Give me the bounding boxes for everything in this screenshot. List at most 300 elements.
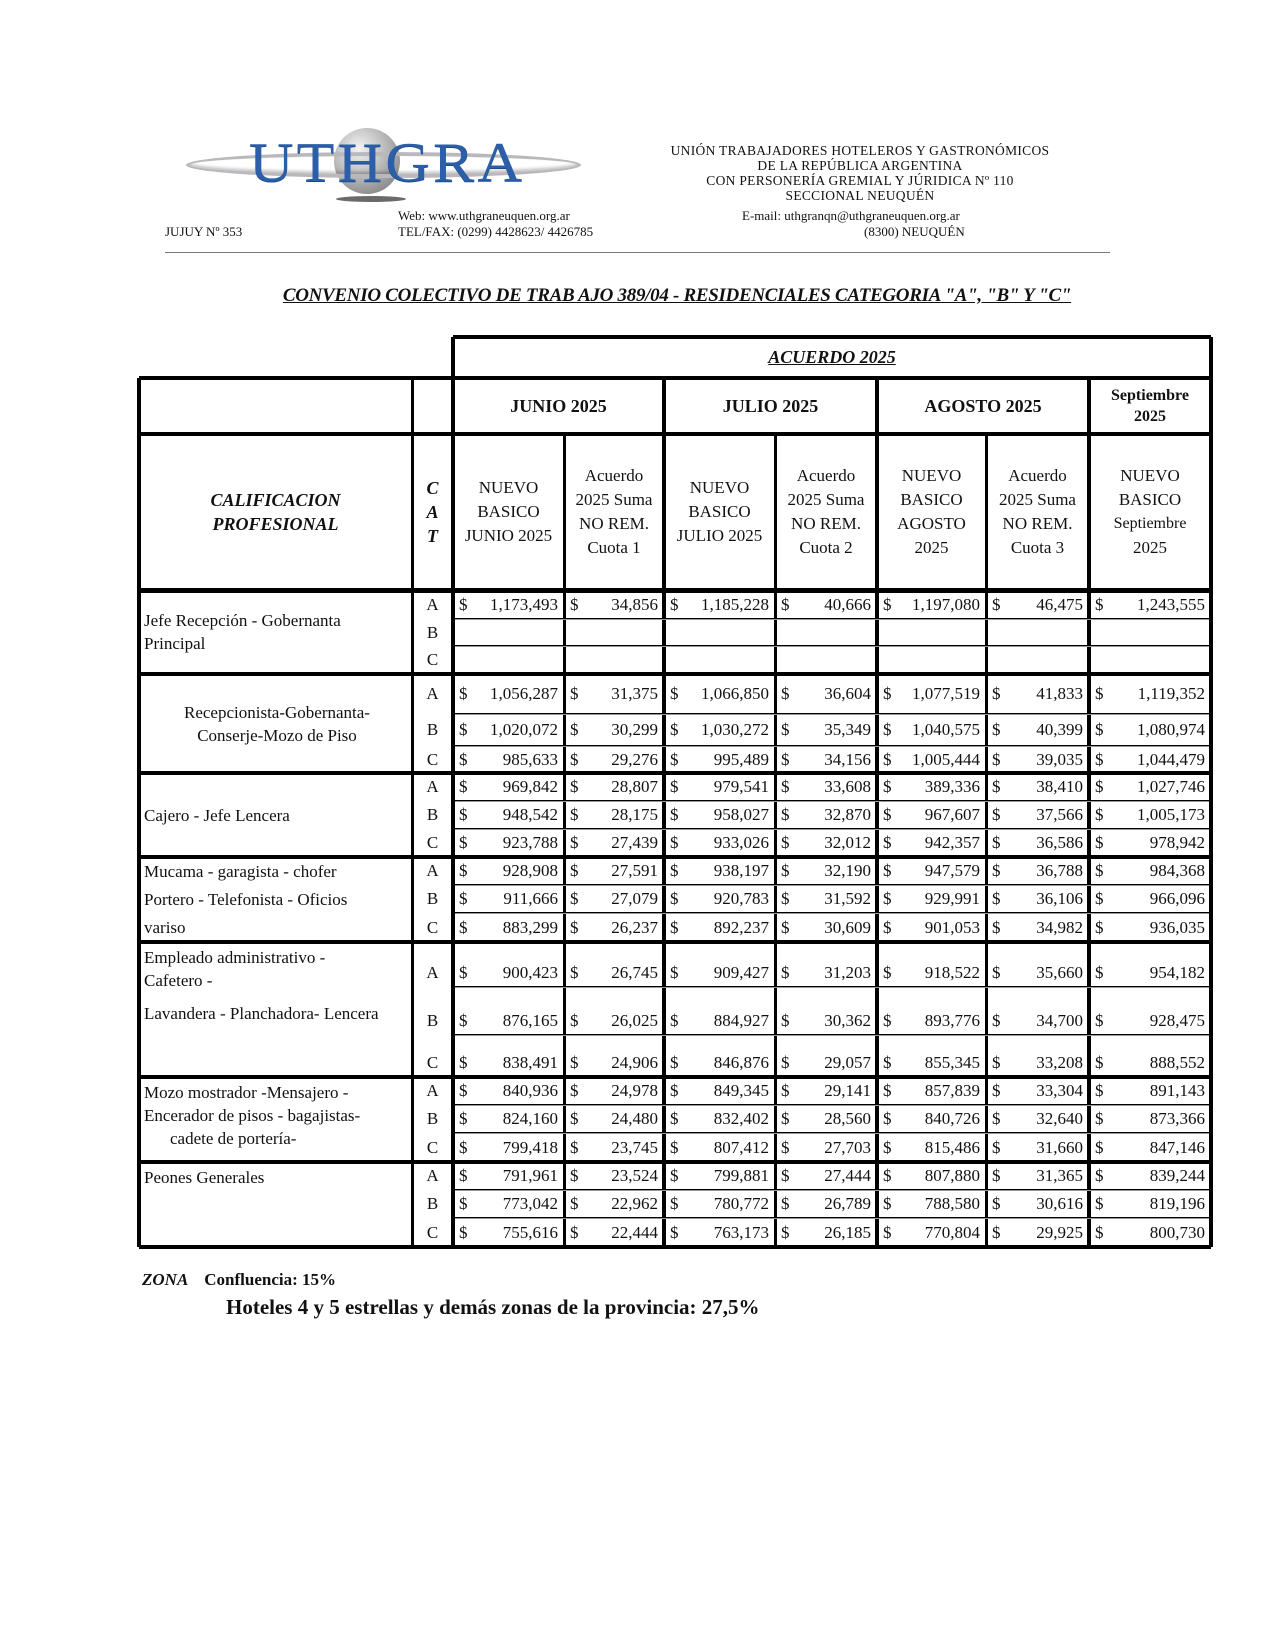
salary-cell: [986, 1218, 1089, 1247]
amount: 948,542: [502, 805, 558, 824]
salary-cell: [1089, 1035, 1211, 1077]
salary-cell: [877, 714, 986, 746]
amount: 1,197,080: [912, 594, 980, 614]
category-letter: B: [426, 889, 439, 908]
amount: 1,027,746: [1137, 777, 1205, 796]
amount: 969,842: [502, 777, 558, 796]
currency-symbol: $: [781, 1109, 790, 1128]
amount: 933,026: [713, 833, 769, 852]
salary-cell: [986, 1077, 1089, 1105]
salary-cell: [664, 987, 775, 1035]
salary-cell: [775, 857, 877, 885]
amount: 873,366: [1149, 1109, 1205, 1128]
salary-cell: [564, 590, 664, 619]
salary-cell: [664, 1218, 775, 1247]
email: E-mail: uthgranqn@uthgraneuquen.org.ar: [742, 208, 960, 223]
salary-cell: [564, 773, 664, 801]
currency-symbol: $: [781, 889, 790, 908]
currency-symbol: $: [459, 861, 468, 880]
amount: 788,580: [924, 1194, 980, 1213]
salary-cell: [877, 1035, 986, 1077]
amount: 34,156: [824, 749, 871, 769]
salary-cell: [1089, 773, 1211, 801]
hoteles-rate-note: Hoteles 4 y 5 estrellas y demás zonas de la provincia: 27,5%: [226, 1295, 760, 1319]
currency-symbol: $: [781, 917, 790, 937]
currency-symbol: $: [459, 594, 468, 614]
currency-symbol: $: [883, 1137, 892, 1157]
postal-code-city: (8300) NEUQUÉN: [864, 224, 965, 239]
amount: 755,616: [502, 1222, 558, 1242]
header-text: 2025 Suma: [787, 490, 865, 509]
amount: 911,666: [503, 889, 558, 908]
header-text: NUEVO: [689, 478, 750, 497]
salary-cell: [877, 942, 986, 987]
currency-symbol: $: [992, 749, 1001, 769]
currency-symbol: $: [670, 1194, 679, 1213]
currency-symbol: $: [992, 1222, 1001, 1242]
currency-symbol: $: [781, 594, 790, 614]
salary-cell: [775, 885, 877, 913]
salary-cell: [1089, 942, 1211, 987]
currency-symbol: $: [459, 917, 468, 937]
amount: 31,365: [1036, 1166, 1083, 1185]
amount: 1,056,287: [490, 684, 558, 703]
salary-cell: [453, 1035, 564, 1077]
amount: 923,788: [502, 833, 558, 852]
currency-symbol: $: [570, 1137, 579, 1157]
amount: 846,876: [713, 1053, 769, 1072]
currency-symbol: $: [670, 1081, 679, 1100]
currency-symbol: $: [992, 861, 1001, 880]
salary-cell: [1089, 801, 1211, 829]
amount: 36,586: [1036, 833, 1083, 852]
uthgra-logo: [186, 126, 581, 202]
amount: 954,182: [1149, 963, 1205, 982]
salary-cell: [775, 829, 877, 857]
currency-symbol: $: [570, 805, 579, 824]
currency-symbol: $: [1095, 861, 1104, 880]
salary-cell: [1089, 590, 1211, 619]
currency-symbol: $: [992, 889, 1001, 908]
currency-symbol: $: [459, 1053, 468, 1072]
currency-symbol: $: [1095, 1109, 1104, 1128]
amount: 763,173: [713, 1222, 769, 1242]
acuerdo-header: ACUERDO 2025: [768, 347, 896, 367]
salary-cell: [986, 1190, 1089, 1218]
amount: 26,185: [824, 1222, 871, 1242]
salary-cell: [453, 619, 564, 646]
job-category-line: Peones Generales: [144, 1168, 265, 1187]
currency-symbol: $: [781, 684, 790, 703]
amount: 807,412: [713, 1137, 769, 1157]
amount: 31,592: [824, 889, 871, 908]
salary-cell: [664, 1105, 775, 1133]
amount: 36,604: [824, 684, 871, 703]
currency-symbol: $: [883, 1194, 892, 1213]
currency-symbol: $: [883, 833, 892, 852]
salary-cell: [564, 1105, 664, 1133]
amount: 780,772: [713, 1194, 769, 1213]
currency-symbol: $: [570, 1081, 579, 1100]
job-category-line: Mucama - garagista - chofer: [144, 861, 337, 881]
currency-symbol: $: [781, 1166, 790, 1185]
amount: 27,439: [611, 833, 658, 852]
amount: 938,197: [713, 861, 769, 880]
header-text: Cuota 3: [1010, 538, 1065, 557]
amount: 24,978: [611, 1081, 658, 1100]
job-category-line: Conserje-Mozo de Piso: [197, 725, 357, 745]
salary-cell: [775, 619, 877, 646]
amount: 920,783: [713, 889, 769, 908]
currency-symbol: $: [459, 749, 468, 769]
currency-symbol: $: [670, 1053, 679, 1072]
currency-symbol: $: [1095, 1081, 1104, 1100]
currency-symbol: $: [459, 1166, 468, 1185]
currency-symbol: $: [883, 889, 892, 908]
salary-cell: [775, 942, 877, 987]
currency-symbol: $: [570, 1011, 579, 1030]
salary-cell: [877, 773, 986, 801]
amount: 839,244: [1149, 1166, 1205, 1185]
cat-header: [412, 434, 453, 590]
salary-cell: [986, 942, 1089, 987]
salary-cell: [877, 646, 986, 674]
amount: 26,745: [611, 963, 658, 982]
amount: 1,243,555: [1137, 594, 1205, 614]
amount: 36,788: [1036, 861, 1083, 880]
amount: 918,522: [924, 963, 980, 982]
amount: 1,005,444: [912, 749, 980, 769]
amount: 26,237: [611, 917, 658, 937]
salary-cell: [775, 674, 877, 714]
salary-cell: [877, 590, 986, 619]
salary-cell: [664, 1077, 775, 1105]
salary-cell: [775, 590, 877, 619]
salary-cell: [664, 913, 775, 942]
currency-symbol: $: [1095, 963, 1104, 982]
job-category-line: Lavandera - Planchadora- Lencera: [144, 1004, 379, 1023]
salary-cell: [877, 1105, 986, 1133]
salary-cell: [453, 1077, 564, 1105]
salary-cell: [986, 829, 1089, 857]
category-letter: A: [426, 594, 439, 614]
salary-cell: [1089, 619, 1211, 646]
salary-cell: [453, 646, 564, 674]
amount: 23,524: [611, 1166, 658, 1185]
salary-cell: [986, 1133, 1089, 1162]
org-line: UNIÓN TRABAJADORES HOTELEROS Y GASTRONÓMICOS: [670, 143, 1050, 158]
category-letter: A: [426, 861, 439, 880]
month-header: Septiembre 2025: [1111, 387, 1189, 425]
salary-cell: [1089, 1105, 1211, 1133]
amount: 29,276: [611, 749, 658, 769]
currency-symbol: $: [570, 917, 579, 937]
category-letter: A: [426, 1166, 439, 1185]
currency-symbol: $: [883, 1011, 892, 1030]
currency-symbol: $: [1095, 917, 1104, 937]
currency-symbol: $: [1095, 1194, 1104, 1213]
salary-cell: [775, 746, 877, 773]
organization-name: [600, 143, 1120, 203]
currency-symbol: $: [883, 1053, 892, 1072]
currency-symbol: $: [570, 749, 579, 769]
salary-cell: [986, 619, 1089, 646]
month-header: AGOSTO 2025: [924, 395, 1042, 416]
amount: 891,143: [1149, 1081, 1205, 1100]
salary-cell: [877, 1077, 986, 1105]
org-line: CON PERSONERÍA GREMIAL Y JÚRIDICA Nº 110: [706, 173, 1014, 188]
amount: 979,541: [713, 777, 769, 796]
category-letter: B: [426, 622, 439, 642]
amount: 389,336: [924, 777, 980, 796]
currency-symbol: $: [992, 720, 1001, 739]
amount: 28,807: [611, 777, 658, 796]
amount: 770,804: [924, 1222, 980, 1242]
amount: 849,345: [713, 1081, 769, 1100]
currency-symbol: $: [992, 833, 1001, 852]
currency-symbol: $: [1095, 1053, 1104, 1072]
salary-cell: [1089, 885, 1211, 913]
amount: 799,418: [502, 1137, 558, 1157]
salary-cell: [1089, 1077, 1211, 1105]
org-line: DE LA REPÚBLICA ARGENTINA: [757, 158, 963, 173]
currency-symbol: $: [459, 1109, 468, 1128]
currency-symbol: $: [883, 963, 892, 982]
salary-cell: [1089, 1133, 1211, 1162]
amount: 40,666: [824, 594, 871, 614]
header-text: NO REM.: [579, 514, 649, 533]
salary-cell: [775, 1133, 877, 1162]
currency-symbol: $: [883, 749, 892, 769]
header-text: 2025 Suma: [575, 490, 653, 509]
salary-cell: [1089, 1218, 1211, 1247]
amount: 32,870: [824, 805, 871, 824]
amount: 33,304: [1036, 1081, 1083, 1100]
currency-symbol: $: [992, 1109, 1001, 1128]
amount: 840,726: [924, 1109, 980, 1128]
salary-cell: [986, 885, 1089, 913]
amount: 840,936: [502, 1081, 558, 1100]
salary-cell: [564, 746, 664, 773]
salary-cell: [664, 674, 775, 714]
amount: 27,079: [611, 889, 658, 908]
job-category-label: [141, 1077, 410, 1162]
salary-cell: [664, 619, 775, 646]
amount: 838,491: [502, 1053, 558, 1072]
salary-cell: [564, 1035, 664, 1077]
job-category-line: Empleado administrativo -: [144, 948, 326, 967]
salary-cell: [986, 987, 1089, 1035]
document-title: CONVENIO COLECTIVO DE TRAB AJO 389/04 - RESIDENCIALES CATEGORIA "A", "B" Y "C": [282, 285, 1072, 306]
amount: 26,025: [611, 1011, 658, 1030]
job-category-label: [141, 857, 410, 942]
amount: 40,399: [1036, 720, 1083, 739]
column-header: [664, 434, 775, 590]
currency-symbol: $: [781, 805, 790, 824]
category-letter: B: [426, 1109, 439, 1128]
currency-symbol: $: [781, 777, 790, 796]
category-letter: C: [426, 1222, 439, 1242]
salary-cell: [453, 942, 564, 987]
header-text: Acuerdo: [1008, 466, 1067, 485]
salary-cell: [877, 674, 986, 714]
currency-symbol: $: [883, 917, 892, 937]
currency-symbol: $: [992, 1137, 1001, 1157]
salary-cell: [453, 857, 564, 885]
amount: 995,489: [713, 749, 769, 769]
salary-cell: [1089, 674, 1211, 714]
salary-cell: [664, 746, 775, 773]
address: JUJUY Nº 353: [165, 224, 243, 239]
category-letter: B: [426, 1011, 439, 1030]
zona-note: [142, 1270, 336, 1290]
amount: 22,444: [611, 1222, 658, 1242]
currency-symbol: $: [570, 777, 579, 796]
amount: 984,368: [1149, 861, 1205, 880]
salary-cell: [564, 619, 664, 646]
salary-cell: [986, 913, 1089, 942]
currency-symbol: $: [459, 1137, 468, 1157]
amount: 832,402: [713, 1109, 769, 1128]
currency-symbol: $: [781, 720, 790, 739]
salary-cell: [564, 1077, 664, 1105]
amount: 1,020,072: [490, 720, 558, 739]
salary-cell: [1089, 1162, 1211, 1190]
column-header: [453, 434, 564, 590]
header-text: NUEVO: [478, 478, 539, 497]
currency-symbol: $: [459, 1011, 468, 1030]
currency-symbol: $: [883, 805, 892, 824]
category-letter: A: [426, 777, 439, 796]
salary-cell: [564, 857, 664, 885]
amount: 936,035: [1149, 917, 1205, 937]
amount: 1,077,519: [912, 684, 980, 703]
salary-cell: [775, 714, 877, 746]
zona-label: ZONA: [142, 1270, 189, 1289]
currency-symbol: $: [992, 777, 1001, 796]
currency-symbol: $: [459, 833, 468, 852]
header-text: A: [426, 502, 439, 522]
currency-symbol: $: [992, 917, 1001, 937]
amount: 27,444: [824, 1166, 871, 1185]
header-text: NUEVO: [901, 466, 962, 485]
job-category-line: Cajero - Jefe Lencera: [144, 805, 290, 825]
job-category-line: Encerador de pisos - bagajistas-: [144, 1106, 361, 1125]
currency-symbol: $: [992, 1166, 1001, 1185]
amount: 39,035: [1036, 749, 1083, 769]
salary-cell: [986, 1162, 1089, 1190]
header-text: T: [427, 526, 438, 546]
amount: 807,880: [924, 1166, 980, 1185]
currency-symbol: $: [459, 1222, 468, 1242]
category-letter: C: [426, 917, 439, 937]
column-header: [877, 434, 986, 590]
salary-cell: [1089, 746, 1211, 773]
header-text: Septiembre: [1113, 515, 1187, 532]
salary-cell: [775, 773, 877, 801]
salary-cell: [564, 646, 664, 674]
org-line: SECCIONAL NEUQUÉN: [785, 188, 935, 203]
salary-cell: [564, 913, 664, 942]
currency-symbol: $: [781, 1081, 790, 1100]
currency-symbol: $: [570, 594, 579, 614]
salary-cell: [775, 987, 877, 1035]
salary-cell: [986, 773, 1089, 801]
amount: 31,203: [824, 963, 871, 982]
salary-cell: [564, 1133, 664, 1162]
currency-symbol: $: [883, 777, 892, 796]
currency-symbol: $: [459, 1081, 468, 1100]
header-text: CALIFICACION: [210, 490, 341, 510]
salary-cell: [453, 714, 564, 746]
salary-cell: [453, 746, 564, 773]
amount: 29,057: [824, 1053, 871, 1072]
salary-cell: [564, 829, 664, 857]
header-text: BASICO: [688, 502, 751, 521]
salary-cell: [775, 1190, 877, 1218]
currency-symbol: $: [992, 1081, 1001, 1100]
salary-cell: [877, 829, 986, 857]
currency-symbol: $: [1095, 1011, 1104, 1030]
header-text: BASICO: [477, 502, 540, 521]
header-text: PROFESIONAL: [212, 514, 339, 534]
currency-symbol: $: [570, 833, 579, 852]
salary-cell: [1089, 829, 1211, 857]
amount: 33,608: [824, 777, 871, 796]
currency-symbol: $: [670, 833, 679, 852]
currency-symbol: $: [670, 861, 679, 880]
amount: 36,106: [1036, 889, 1083, 908]
salary-cell: [453, 829, 564, 857]
amount: 27,591: [611, 861, 658, 880]
amount: 34,856: [611, 594, 658, 614]
job-category-line: Jefe Recepción - Gobernanta: [144, 611, 341, 630]
salary-cell: [453, 1162, 564, 1190]
month-header: JUNIO 2025: [510, 395, 607, 416]
job-category-label: [141, 773, 410, 857]
header-text: NO REM.: [1002, 514, 1073, 533]
amount: 893,776: [924, 1011, 980, 1030]
salary-cell: [564, 885, 664, 913]
currency-symbol: $: [570, 720, 579, 739]
amount: 31,375: [611, 684, 658, 703]
amount: 799,881: [713, 1166, 769, 1185]
category-letter: B: [426, 1194, 439, 1213]
salary-cell: [877, 1218, 986, 1247]
salary-cell: [877, 746, 986, 773]
currency-symbol: $: [883, 1222, 892, 1242]
salary-cell: [986, 801, 1089, 829]
amount: 824,160: [502, 1109, 558, 1128]
currency-symbol: $: [459, 963, 468, 982]
salary-cell: [775, 1162, 877, 1190]
amount: 22,962: [611, 1194, 658, 1213]
amount: 929,991: [924, 889, 980, 908]
column-header: [775, 434, 877, 590]
amount: 46,475: [1036, 594, 1083, 614]
amount: 32,640: [1036, 1109, 1083, 1128]
currency-symbol: $: [883, 1109, 892, 1128]
salary-cell: [564, 1162, 664, 1190]
currency-symbol: $: [992, 1011, 1001, 1030]
currency-symbol: $: [570, 861, 579, 880]
amount: 819,196: [1149, 1194, 1205, 1213]
salary-cell: [877, 987, 986, 1035]
amount: 29,925: [1036, 1222, 1083, 1242]
salary-cell: [877, 1133, 986, 1162]
header-text: BASICO: [900, 490, 963, 509]
category-letter: C: [426, 650, 439, 669]
